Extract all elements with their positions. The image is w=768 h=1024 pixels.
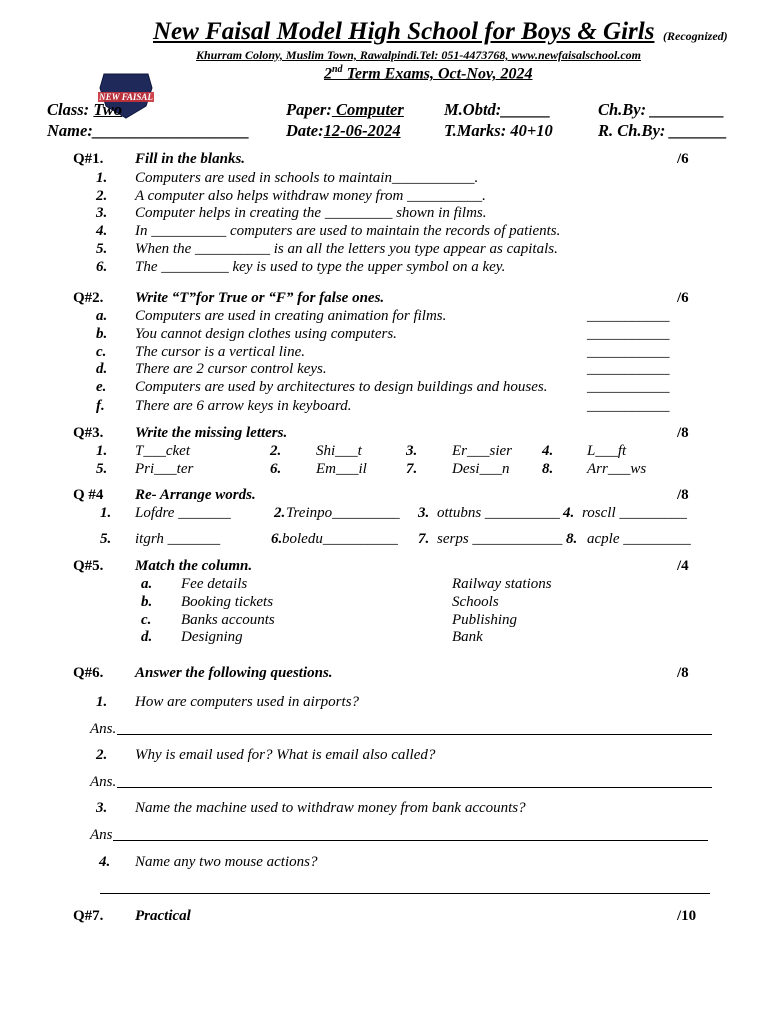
q3-marks: /8 bbox=[677, 425, 689, 441]
answer-blank[interactable]: ___________ bbox=[587, 344, 670, 360]
list-item: Lofdre _______ bbox=[135, 505, 231, 521]
list-item-number: 6. bbox=[96, 259, 108, 275]
list-item: ottubns __________ bbox=[437, 505, 560, 521]
list-item-number: 5. bbox=[100, 531, 112, 547]
list-item: L___ft bbox=[587, 443, 627, 459]
list-item: There are 6 arrow keys in keyboard. bbox=[135, 398, 352, 414]
answer-blank[interactable]: ___________ bbox=[587, 379, 670, 395]
question-text: Name the machine used to withdraw money from bank accounts? bbox=[135, 800, 526, 816]
q7-title: Practical bbox=[135, 908, 191, 924]
list-item: itgrh _______ bbox=[135, 531, 221, 547]
list-item-number: 7. bbox=[406, 461, 418, 477]
list-item-number: a. bbox=[141, 576, 153, 592]
q5-title: Match the column. bbox=[135, 558, 253, 574]
school-address: Khurram Colony, Muslim Town, Rawalpindi.Tel: 051-4473768, www.newfaisalschool.com bbox=[196, 48, 641, 62]
question-text: Why is email used for? What is email also called? bbox=[135, 747, 436, 763]
q4-title: Re- Arrange words. bbox=[135, 487, 256, 503]
list-item-number: 7. bbox=[418, 531, 430, 547]
class-field: Class: Two bbox=[47, 100, 123, 119]
answer-label: Ans. bbox=[90, 774, 117, 790]
answer-blank[interactable]: ___________ bbox=[587, 361, 670, 377]
list-item: A computer also helps withdraw money from __________. bbox=[135, 188, 486, 204]
list-item-number: 4. bbox=[96, 223, 108, 239]
q5-number: Q#5. bbox=[73, 558, 104, 574]
list-item-number: d. bbox=[141, 629, 153, 645]
q2-number: Q#2. bbox=[73, 290, 104, 306]
match-left: Designing bbox=[181, 629, 243, 645]
match-right: Schools bbox=[452, 594, 499, 610]
list-item-number: 3. bbox=[418, 505, 430, 521]
marks-obtained-field: M.Obtd:______ bbox=[444, 100, 551, 119]
list-item-number: d. bbox=[96, 361, 108, 377]
match-right: Railway stations bbox=[452, 576, 552, 592]
q3-title: Write the missing letters. bbox=[135, 425, 288, 441]
list-item: Computers are used in creating animation for films. bbox=[135, 308, 447, 324]
list-item-number: 3. bbox=[96, 800, 108, 816]
list-item-number: 6. bbox=[270, 461, 282, 477]
q6-title: Answer the following questions. bbox=[135, 665, 333, 681]
total-marks-field: T.Marks: 40+10 bbox=[444, 121, 553, 140]
q4-marks: /8 bbox=[677, 487, 689, 503]
q1-number: Q#1. bbox=[73, 151, 104, 167]
list-item: Arr___ws bbox=[587, 461, 647, 477]
list-item: In __________ computers are used to maintain the records of patients. bbox=[135, 223, 561, 239]
list-item-number: a. bbox=[96, 308, 108, 324]
list-item-number: 4. bbox=[542, 443, 554, 459]
q1-marks: /6 bbox=[677, 151, 689, 167]
q1-title: Fill in the blanks. bbox=[135, 151, 246, 167]
list-item: Em___il bbox=[316, 461, 367, 477]
list-item-number: f. bbox=[96, 398, 105, 414]
list-item-number: c. bbox=[96, 344, 107, 360]
answer-label: Ans. bbox=[90, 721, 117, 737]
match-right: Publishing bbox=[452, 612, 518, 628]
list-item-number: 5. bbox=[96, 461, 108, 477]
paper-field: Paper: Computer bbox=[286, 100, 404, 119]
question-text: Name any two mouse actions? bbox=[135, 854, 318, 870]
answer-blank[interactable]: ___________ bbox=[587, 398, 670, 414]
rechecked-by-field: R. Ch.By: _______ bbox=[598, 121, 728, 140]
list-item-number: 1. bbox=[96, 170, 108, 186]
q2-title: Write “T”for True or “F” for false ones. bbox=[135, 290, 385, 306]
list-item: The cursor is a vertical line. bbox=[135, 344, 305, 360]
logo-text: NEW FAISAL bbox=[99, 92, 153, 102]
list-item: T___cket bbox=[135, 443, 190, 459]
answer-blank[interactable]: ___________ bbox=[587, 308, 670, 324]
match-left: Banks accounts bbox=[181, 612, 275, 628]
list-item-number: 1. bbox=[96, 443, 108, 459]
list-item-number: 8. bbox=[566, 531, 578, 547]
list-item-number: e. bbox=[96, 379, 107, 395]
checked-by-field: Ch.By: _________ bbox=[598, 100, 725, 119]
q6-marks: /8 bbox=[677, 665, 689, 681]
list-item: boledu__________ bbox=[282, 531, 398, 547]
list-item: When the __________ is an all the letters you type appear as capitals. bbox=[135, 241, 558, 257]
list-item: Computers are used in schools to maintain___________. bbox=[135, 170, 479, 186]
name-field: Name:___________________ bbox=[47, 121, 250, 140]
q2-marks: /6 bbox=[677, 290, 689, 306]
list-item-number: b. bbox=[141, 594, 153, 610]
q5-marks: /4 bbox=[677, 558, 689, 574]
match-left: Fee details bbox=[181, 576, 248, 592]
school-name: New Faisal Model High School for Boys & Girls bbox=[153, 18, 655, 45]
q7-marks: /10 bbox=[677, 908, 697, 924]
list-item-number: 4. bbox=[563, 505, 575, 521]
list-item: Er___sier bbox=[452, 443, 512, 459]
list-item: Computer helps in creating the _________ shown in films. bbox=[135, 205, 487, 221]
recognized-label: (Recognized) bbox=[663, 29, 728, 43]
list-item: Shi___t bbox=[316, 443, 362, 459]
list-item-number: 2. bbox=[96, 747, 108, 763]
list-item: The _________ key is used to type the upper symbol on a key. bbox=[135, 259, 506, 275]
match-left: Booking tickets bbox=[181, 594, 274, 610]
match-right: Bank bbox=[452, 629, 483, 645]
list-item-number: 3. bbox=[96, 205, 108, 221]
list-item: acple _________ bbox=[587, 531, 691, 547]
q7-number: Q#7. bbox=[73, 908, 104, 924]
list-item-number: 1. bbox=[96, 694, 108, 710]
list-item-number: 3. bbox=[406, 443, 418, 459]
list-item: serps ____________ bbox=[437, 531, 563, 547]
answer-line[interactable] bbox=[100, 893, 710, 894]
list-item-number: 2. bbox=[270, 443, 282, 459]
list-item: Computers are used by architectures to design buildings and houses. bbox=[135, 379, 548, 395]
list-item: Desi___n bbox=[452, 461, 510, 477]
list-item: roscll _________ bbox=[582, 505, 687, 521]
list-item-number: 4. bbox=[99, 854, 111, 870]
list-item-number: 6. bbox=[271, 531, 283, 547]
answer-line[interactable] bbox=[113, 840, 708, 841]
list-item-number: 5. bbox=[96, 241, 108, 257]
list-item: There are 2 cursor control keys. bbox=[135, 361, 327, 377]
q3-number: Q#3. bbox=[73, 425, 104, 441]
list-item-number: b. bbox=[96, 326, 108, 342]
term-title: 2nd Term Exams, Oct-Nov, 2024 bbox=[324, 64, 533, 83]
list-item: Treinpo_________ bbox=[286, 505, 400, 521]
answer-line[interactable] bbox=[117, 734, 712, 735]
answer-line[interactable] bbox=[117, 787, 712, 788]
date-field: Date:12-06-2024 bbox=[286, 121, 401, 140]
answer-label: Ans bbox=[90, 827, 113, 843]
list-item-number: 2. bbox=[274, 505, 286, 521]
list-item: You cannot design clothes using computers. bbox=[135, 326, 397, 342]
list-item: Pri___ter bbox=[135, 461, 194, 477]
q6-number: Q#6. bbox=[73, 665, 104, 681]
q4-number: Q #4 bbox=[73, 487, 104, 503]
list-item-number: c. bbox=[141, 612, 152, 628]
list-item-number: 2. bbox=[96, 188, 108, 204]
question-text: How are computers used in airports? bbox=[135, 694, 360, 710]
list-item-number: 8. bbox=[542, 461, 554, 477]
answer-blank[interactable]: ___________ bbox=[587, 326, 670, 342]
list-item-number: 1. bbox=[100, 505, 112, 521]
